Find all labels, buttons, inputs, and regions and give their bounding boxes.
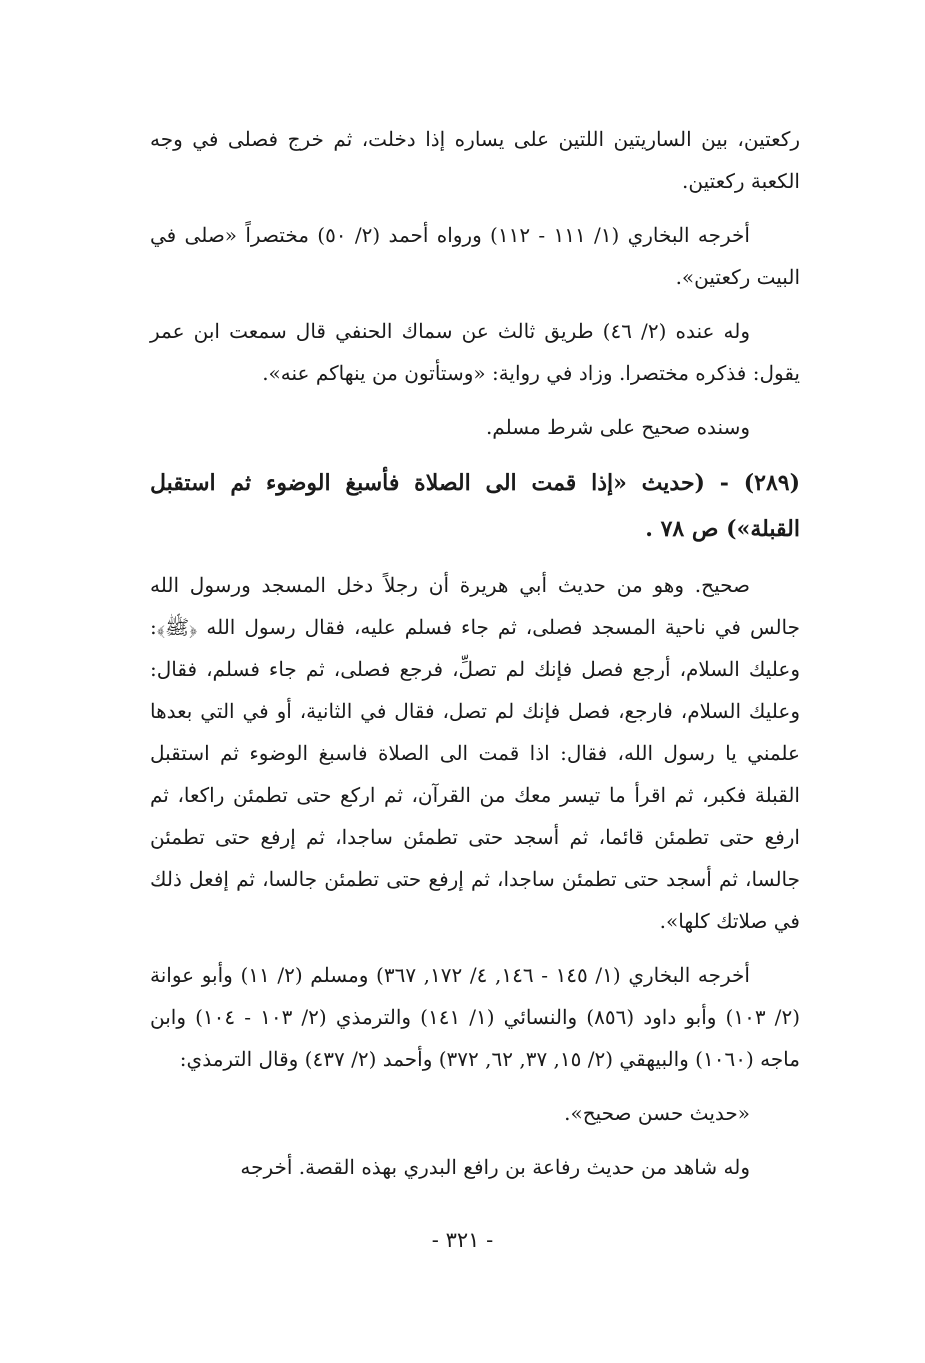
paragraph-6: أخرجه البخاري (١/ ١٤٥ - ١٤٦, ٤/ ١٧٢, ٣٦٧) ومسلم (٢/ ١١) وأبو عوانة (٢/ ١٠٣) وأبو داود (٨٥٦) والنسائي (١/ ١٤١) والترمذي (٢/ ١٠٣ - ١٠٤) وابن ماجه (١٠٦٠) والبيهقي (٢/ ١٥, ٣٧, ٦٢, ٣٧٢) وأحمد (٢/ ٤٣٧) وقال الترمذي: <box>150 963 800 1071</box>
page-number: - ٣٢١ - <box>431 1228 494 1252</box>
paragraph-8: وله شاهد من حديث رفاعة بن رافع البدري بهذه القصة. أخرجه <box>240 1155 750 1179</box>
paragraph-1: ركعتين، بين الساريتين اللتين على يساره إذا دخلت، ثم خرج فصلى في وجه الكعبة ركعتين. <box>150 127 800 193</box>
page-body <box>150 118 800 1200</box>
paragraph-2: أخرجه البخاري (١/ ١١١ - ١١٢) ورواه أحمد (٢/ ٥٠) مختصراً «صلى في البيت ركعتين». <box>150 223 800 289</box>
paragraph-3: وله عنده (٢/ ٤٦) طريق ثالث عن سماك الحنفي قال سمعت ابن عمر يقول: فذكره مختصرا. وزاد في رواية: «وستأتون من ينهاكم عنه». <box>150 319 800 385</box>
paragraph-4: وسنده صحيح على شرط مسلم. <box>485 415 750 439</box>
hadith-heading: (٢٨٩) - (حديث «إذا قمت الى الصلاة فأسبغ الوضوء ثم استقبل القبلة») ص ٧٨ . <box>150 470 800 542</box>
paragraph-7: «حديث حسن صحيح». <box>564 1101 750 1125</box>
paragraph-5: صحيح. وهو من حديث أبي هريرة أن رجلاً دخل المسجد ورسول الله جالس في ناحية المسجد فصلى، ثم جاء فسلم عليه، فقال رسول الله ﴿ﷺ﴾: وعليك السلام، أرجع فصل فإنك لم تصلِّ، فرجع فصلى، ثم جاء فسلم، فقال: وعليك السلام، فارجع، فصل فإنك لم تصل، فقال في الثانية، أو في التي بعدها علمني يا رسول الله، فقال: اذا قمت الى الصلاة فاسبغ الوضوء ثم استقبل القبلة فكبر، ثم اقرأ ما تيسر معك من القرآن، ثم اركع حتى تطمئن راكعا، ثم ارفع حتى تطمئن قائما، ثم أسجد حتى تطمئن ساجدا، ثم إرفع حتى تطمئن جالسا، ثم أسجد حتى تطمئن ساجدا، ثم إرفع حتى تطمئن جالسا، ثم إفعل ذلك في صلاتك كلها». <box>150 573 800 933</box>
